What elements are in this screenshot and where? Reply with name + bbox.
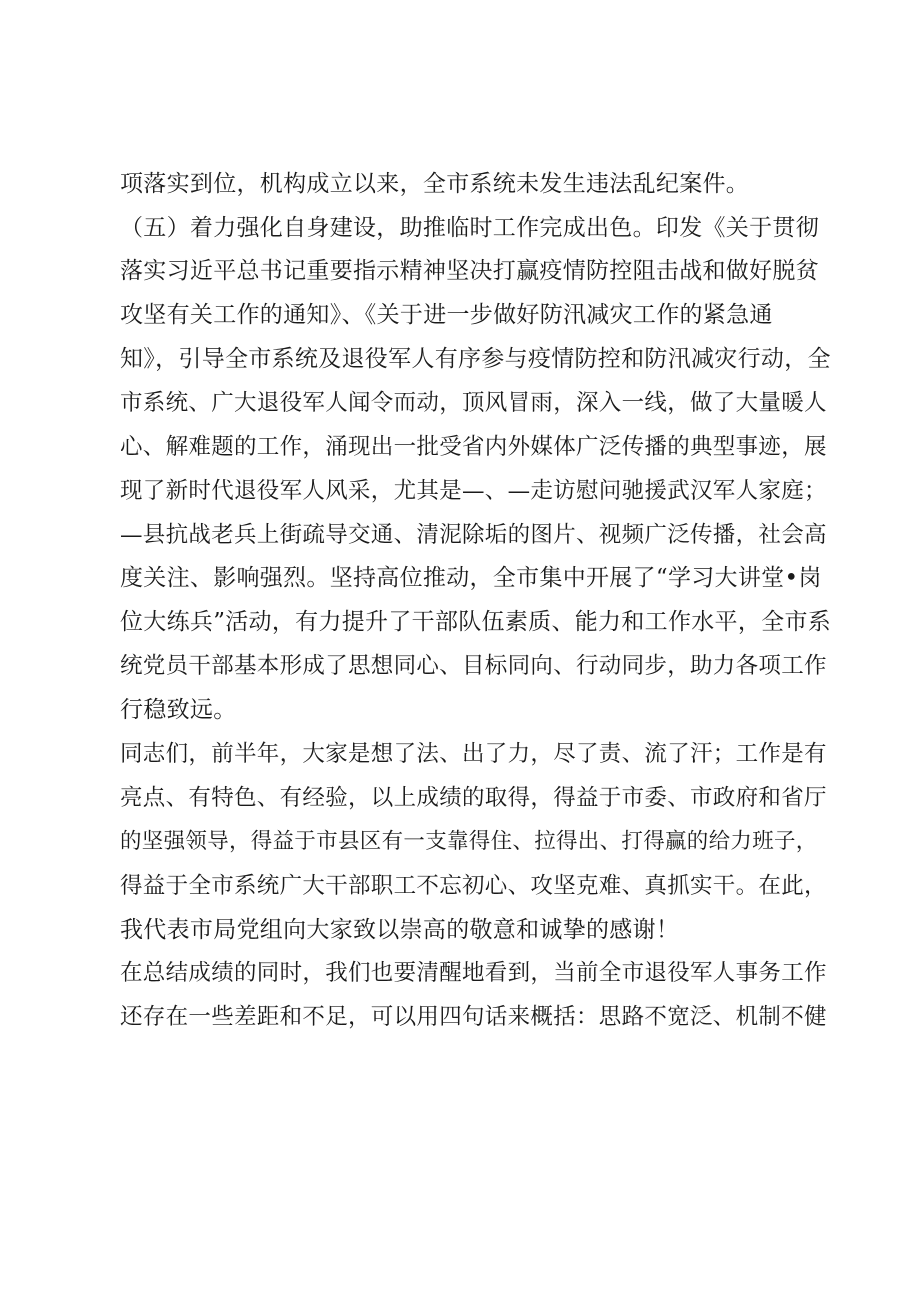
text-line: 的坚强领导，得益于市县区有一支靠得住、拉得出、打得赢的给力班子， <box>120 829 818 854</box>
text-line: 统党员干部基本形成了思想同心、目标同向、行动同步，助力各项工作 <box>120 653 827 679</box>
text-line: 亮点、有特色、有经验，以上成绩的取得，得益于市委、市政府和省厅 <box>120 785 827 811</box>
text-line: 现了新时代退役军人风采，尤其是—、—走访慰问驰援武汉军人家庭； <box>120 478 827 504</box>
text-line: 度关注、影响强烈。坚持高位推动，全市集中开展了“学习大讲堂•岗 <box>120 565 822 591</box>
text-line: 知》，引导全市系统及退役军人有序参与疫情防控和防汛减灾行动，全 <box>120 346 831 372</box>
text-line: 心、解难题的工作，涌现出一批受省内外媒体广泛传播的典型事迹，展 <box>120 434 827 460</box>
section-heading-line: （五）着力强化自身建设，助推临时工作完成出色。印发《关于贯彻 <box>120 215 819 241</box>
text-line: 项落实到位，机构成立以来，全市系统未发生违法乱纪案件。 <box>120 171 750 197</box>
text-line: 得益于全市系统广大干部职工不忘初心、攻坚克难、真抓实干。在此， <box>120 873 827 899</box>
paragraph-start-line: 同志们，前半年，大家是想了法、出了力，尽了责、流了汗；工作是有 <box>120 741 827 767</box>
text-line: 行稳致远。 <box>120 697 237 723</box>
text-line: 落实习近平总书记重要指示精神坚决打赢疫情防控阻击战和做好脱贫 <box>120 258 819 284</box>
paragraph-start-line: 在总结成绩的同时，我们也要清醒地看到，当前全市退役军人事务工作 <box>120 960 827 986</box>
text-line: —县抗战老兵上街疏导交通、清泥除垢的图片、视频广泛传播，社会高 <box>120 522 827 548</box>
text-line: 攻坚有关工作的通知》、《关于进一步做好防汛减灾工作的紧急通 <box>120 302 773 328</box>
text-line: 位大练兵”活动，有力提升了干部队伍素质、能力和工作水平，全市系 <box>120 609 832 635</box>
text-line: 我代表市局党组向大家致以崇高的敬意和诚挚的感谢！ <box>120 917 680 943</box>
text-line: 还存在一些差距和不足，可以用四句话来概括：思路不宽泛、机制不健 <box>120 1004 827 1030</box>
text-line: 市系统、广大退役军人闻令而动，顶风冒雨，深入一线，做了大量暖人 <box>120 390 827 416</box>
